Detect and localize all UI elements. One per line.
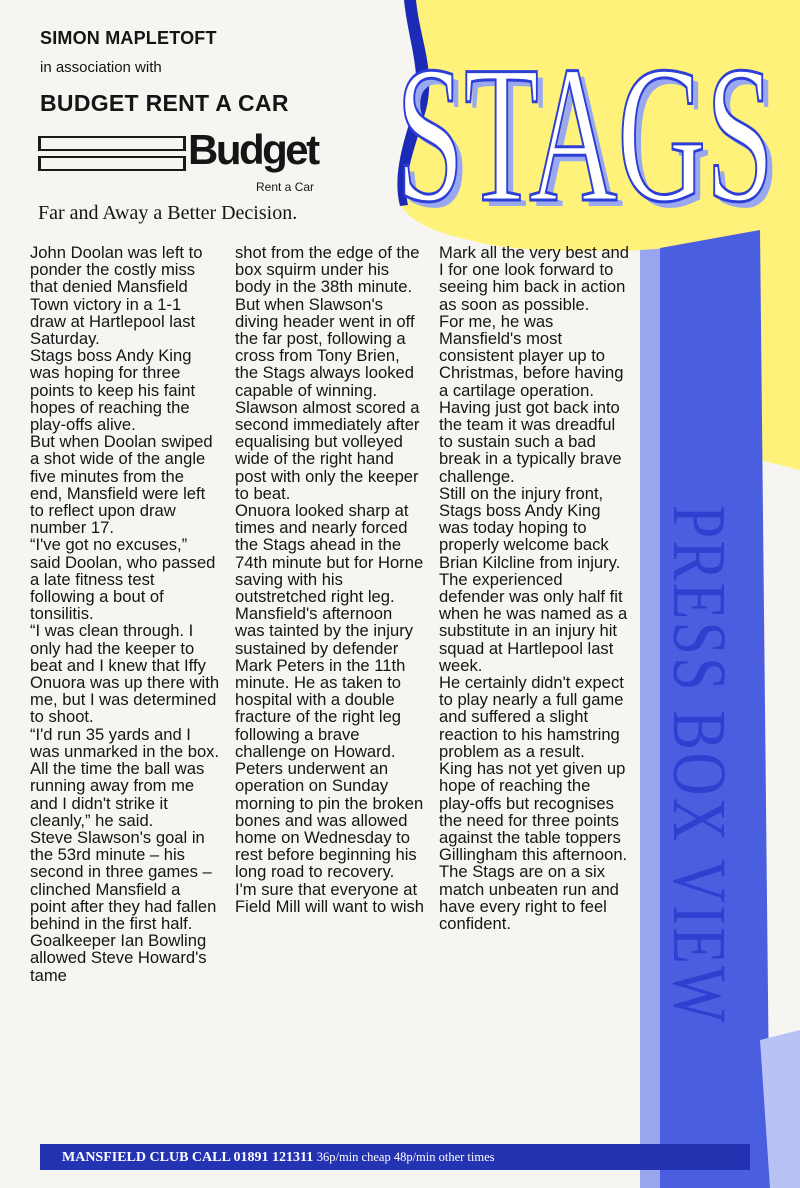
article-paragraph: Stags boss Andy King was hoping for three points to keep his faint hopes of reaching the play-offs alive.: [30, 346, 196, 435]
article-paragraph: “I'd run 35 yards and I was unmarked in the box. All the time the ball was running away from me and I didn't strike it cleanly,” he said.: [30, 724, 220, 830]
article-column-2: [235, 244, 425, 915]
article-paragraph: Steve Slawson's goal in the 53rd minute – his second in three games – clinched Mansfield a point after they had fallen behind in the first half.: [30, 827, 217, 933]
article-paragraph: “I've got no excuses,” said Doolan, who passed a late fitness test following a bout of tonsilitis.: [30, 535, 216, 624]
logo-word: Budget: [188, 126, 318, 173]
sponsor-company: BUDGET RENT A CAR: [40, 90, 289, 116]
stags-title-text: STAGS: [396, 26, 774, 243]
stags-title: [396, 26, 780, 249]
article-paragraph: I'm sure that everyone at Field Mill will want to wish: [235, 879, 425, 916]
logo-stripe: [38, 156, 186, 171]
article-paragraph: shot from the edge of the box squirm under his body in the 38th minute.: [235, 243, 420, 297]
sponsor-name: SIMON MAPLETOFT: [40, 28, 217, 48]
article-paragraph: But when Slawson's diving header went in off the far post, following a cross from Tony Brien, the Stags always looked capable of winning.: [235, 294, 415, 400]
article-paragraph: Mansfield's afternoon was tainted by the injury sustained by defender Mark Peters in the 11th minute. He as taken to hospital with a double fracture of the right leg following a brave challenge on Howard.: [235, 604, 414, 761]
press-box-view-banner: PRESS BOX VIEW: [657, 505, 741, 1167]
article-paragraph: John Doolan was left to ponder the costly miss that denied Mansfield Town victory in a 1-1 draw at Hartlepool last Saturday.: [30, 243, 203, 349]
article-paragraph: Peters underwent an operation on Sunday morning to pin the broken bones and was allowed home on Wednesday to rest before beginning his long road to recovery.: [235, 759, 424, 882]
sponsor-slogan: Far and Away a Better Decision.: [38, 202, 298, 224]
article-column-3: [439, 244, 629, 932]
sponsor-association: in association with: [40, 59, 162, 76]
budget-logo: [38, 126, 328, 178]
article-paragraph: He certainly didn't expect to play nearly a full game and suffered a slight reaction to his hamstring problem as a result.: [439, 673, 624, 761]
sponsor-block: [40, 28, 289, 117]
article-paragraph: Slawson almost scored a second immediately after equalising but volleyed wide of the right hand post with only the keeper to beat.: [235, 397, 420, 503]
stags-title-shadow: STAGS: [402, 32, 780, 249]
article-paragraph: Still on the injury front, Stags boss Andy King was today hoping to properly welcome back Brian Kilcline from injury.: [439, 483, 621, 572]
article-paragraph: King has not yet given up hope of reaching the play-offs but recognises the need for three points against the table toppers Gillingham this afternoon. The Stags are on a six match unbeaten run and have every right to feel confident.: [439, 759, 628, 933]
article-paragraph: Mark all the very best and I for one look forward to seeing him back in action as soon as possible.: [439, 243, 629, 314]
club-call-footer: [40, 1144, 750, 1170]
article-column-1: [30, 244, 220, 984]
article-paragraph: Onuora looked sharp at times and nearly forced the Stags ahead in the 74th minute but for Horne saving with his outstretched right leg.: [235, 501, 424, 607]
logo-subtitle: Rent a Car: [256, 180, 315, 194]
logo-stripe: [38, 136, 186, 151]
club-call-label: MANSFIELD CLUB CALL 01891 121311: [62, 1150, 314, 1165]
article-paragraph: “I was clean through. I only had the keeper to beat and I knew that Iffy Onuora was up there with me, but I was determined to shoot.: [30, 621, 220, 727]
article-paragraph: Goalkeeper Ian Bowling allowed Steve Howard's tame: [30, 931, 207, 985]
article-paragraph: But when Doolan swiped a shot wide of the angle five minutes from the end, Mansfield were left to reflect upon draw number 17.: [30, 432, 213, 538]
article-paragraph: The experienced defender was only half fit when he was named as a substitute in an injury hit squad at Hartlepool last week.: [439, 569, 628, 675]
article-paragraph: For me, he was Mansfield's most consistent player up to Christmas, before having a cartilage operation. Having just got back into the team it was dreadful to sustain such a bad break in a typically brave challenge.: [439, 311, 624, 486]
club-call-rates: 36p/min cheap 48p/min other times: [316, 1150, 495, 1164]
